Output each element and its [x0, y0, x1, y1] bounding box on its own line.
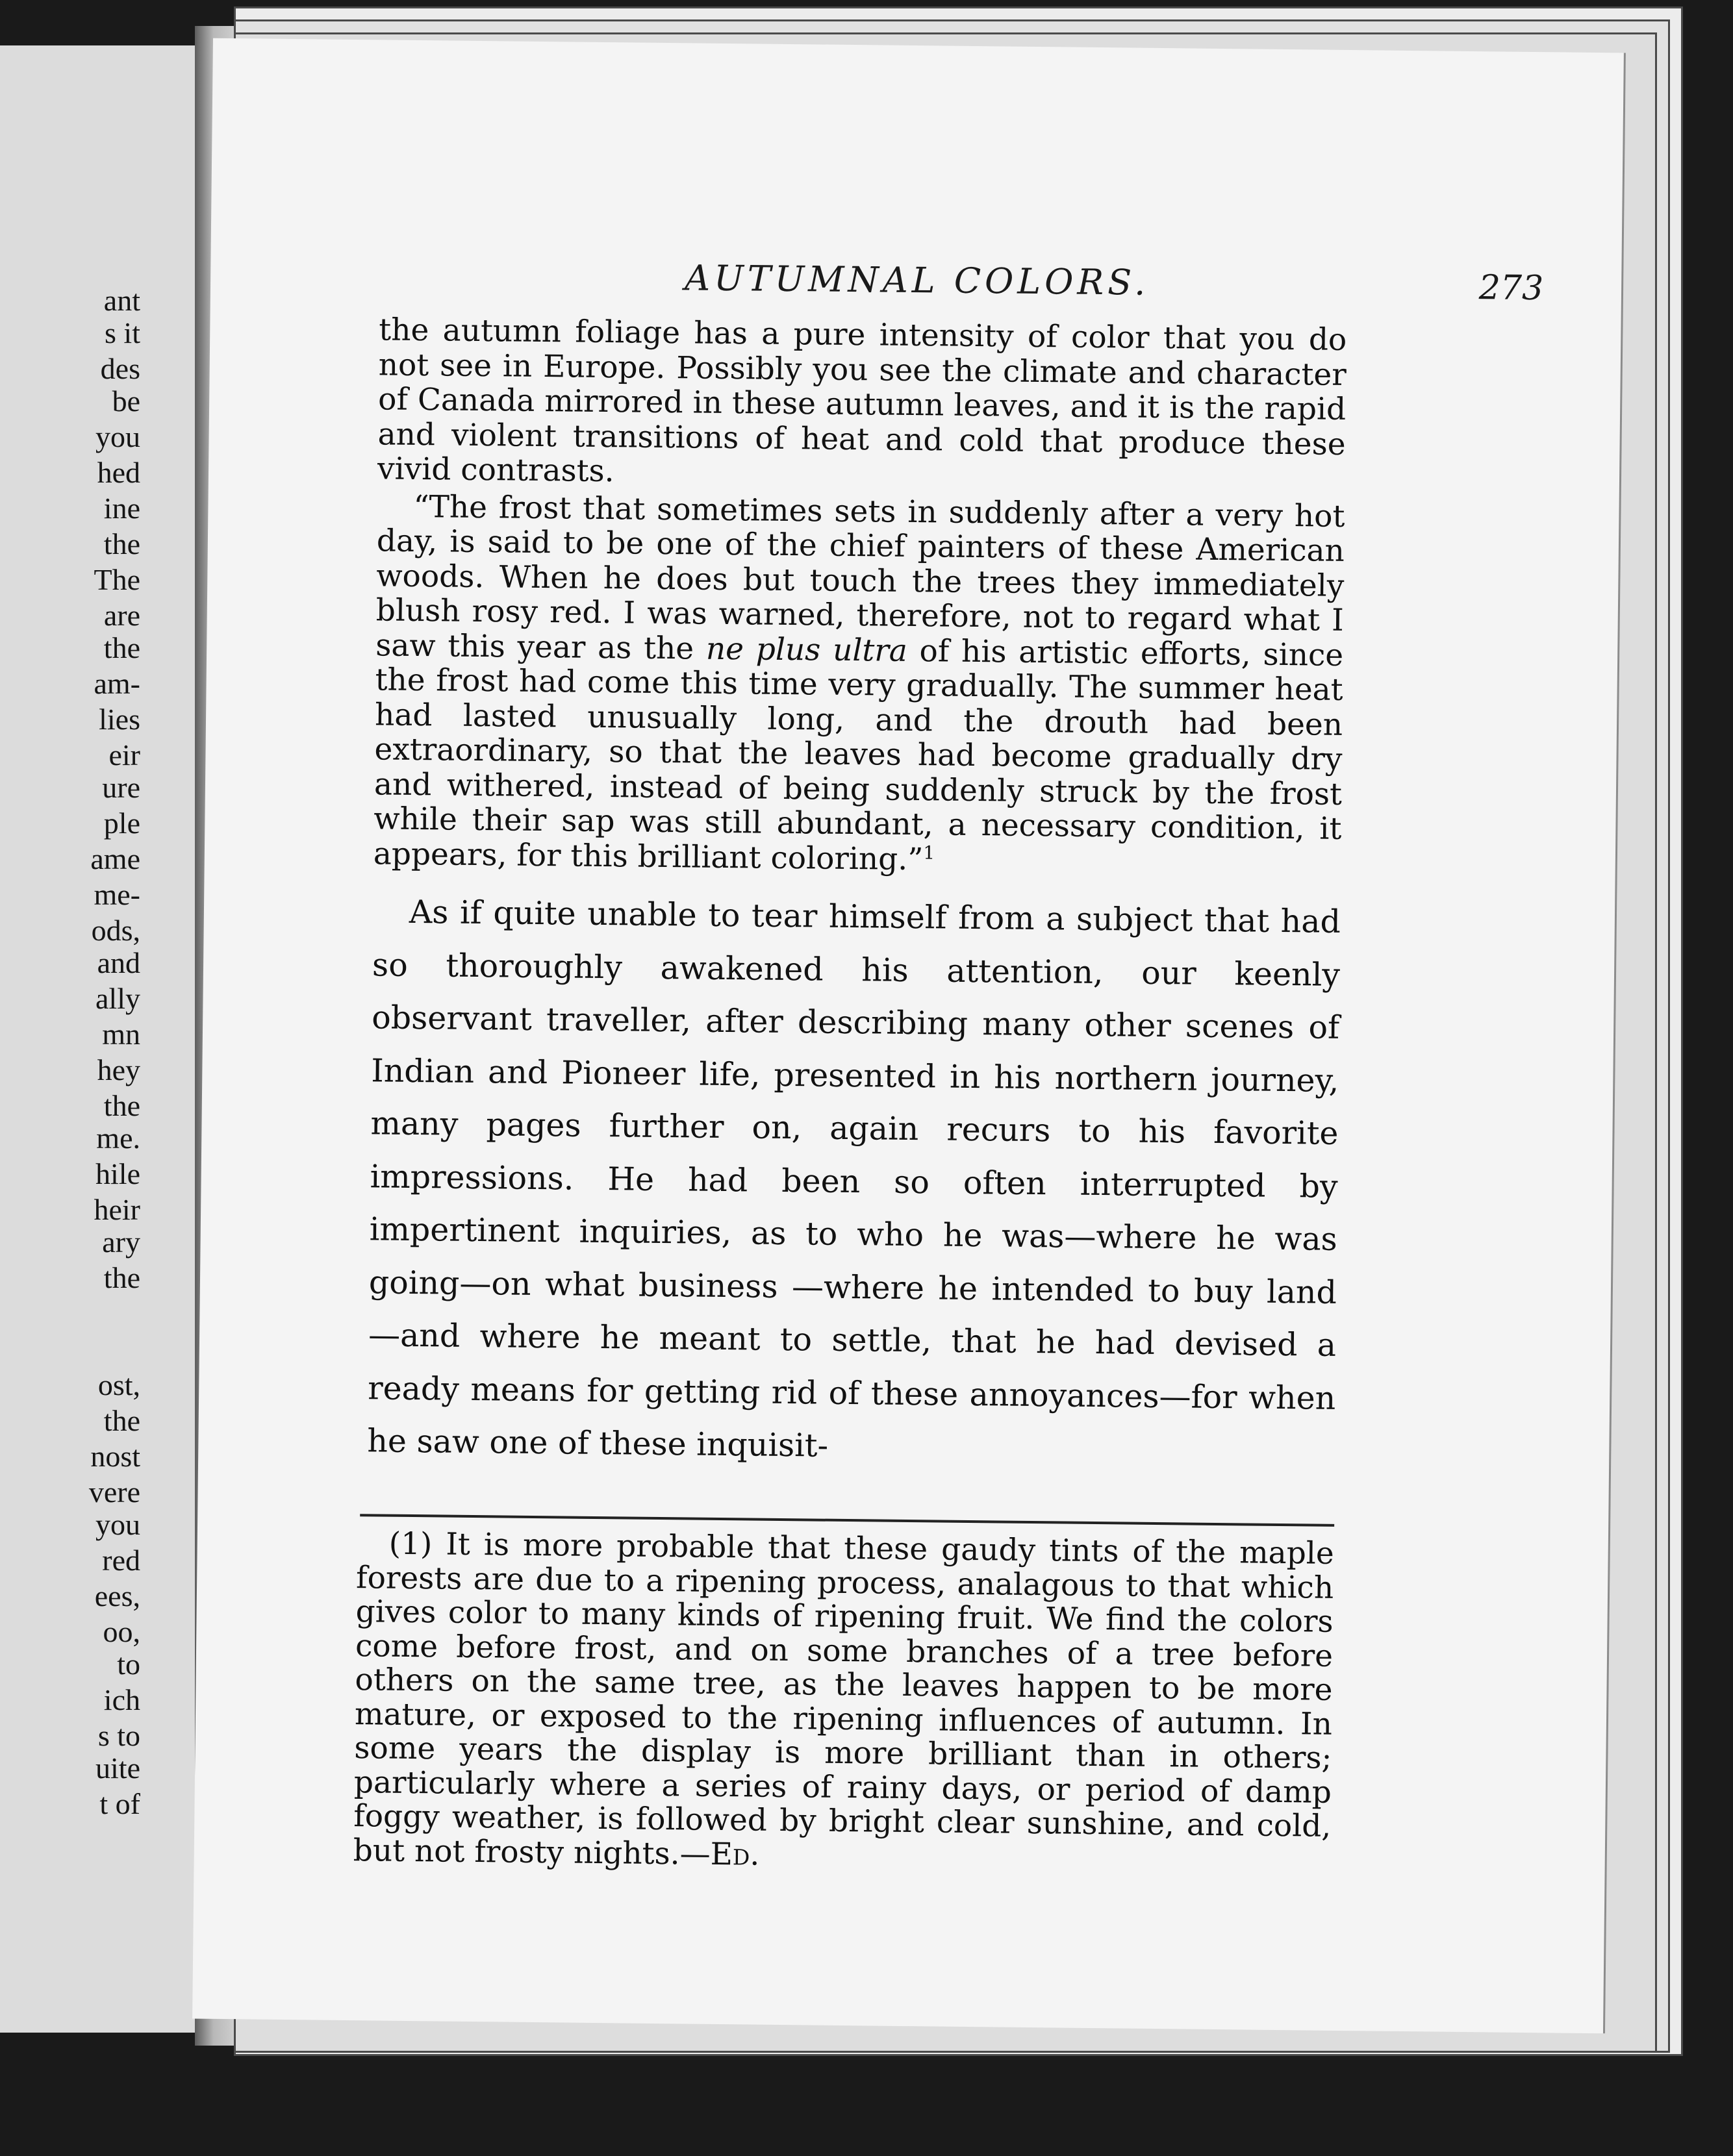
footnote-reference: 1	[923, 842, 935, 864]
left-page-fragment: vere	[88, 1475, 140, 1509]
editor-signature: Ed.	[710, 1836, 760, 1873]
left-page-fragment: and	[97, 946, 140, 979]
left-page-fragment: the	[103, 1404, 140, 1437]
left-page-fragment: mn	[102, 1018, 140, 1051]
footnote-text: (1) It is more probable that these gaudy tints of the maple forests are due to a ripening process, analagous to that which gives color to many kinds of ripening fruit. We find the colors come before frost, and on some branches of a tree before others on the same tree, as the leaves happen to be more mature, or exposed to the ripening influences of autumn. In some years the display is more brilliant than in others; particularly where a series of rainy days, or period of damp foggy weather, is followed by bright clear sunshine, and cold, but not frosty nights.—	[353, 1525, 1334, 1872]
left-page-fragment: ure	[102, 771, 140, 804]
left-page-fragment: the	[103, 1089, 140, 1122]
left-page-fragment: to	[117, 1648, 140, 1681]
paragraph: As if quite unable to tear himself from a subject that had so thoroughly awakened his attention, our keenly observant traveller, after describing many other scenes of Indian and Pioneer life, presented in his northern journey, many pages further on, again recurs to his favorite impressions. He had been so often interrupted by impertinent inquiries, as to who he was—where he was going—on what business —where he intended to buy land—and where he meant to settle, that he had devised a ready means for getting rid of these annoyances—for when he saw one of these inquisit-	[367, 893, 1341, 1464]
left-page-fragment: the	[103, 631, 140, 664]
left-page-fragment: ich	[103, 1683, 140, 1716]
left-facing-page	[0, 45, 199, 2033]
left-page-fragment: ine	[103, 492, 140, 525]
left-page-fragment: nost	[90, 1440, 140, 1473]
quoted-paragraph	[373, 489, 1345, 881]
left-page-fragment: des	[100, 352, 140, 385]
left-page-fragment: uite	[95, 1751, 140, 1785]
left-page-fragment: you	[95, 1508, 140, 1541]
body-text	[367, 312, 1347, 1477]
left-page-fragment: you	[95, 420, 140, 453]
quote-text: “The frost that sometimes sets in suddenly after a very hot day, is said to be one of the chief painters of these American woods. When he does but touch the trees they immediately blush rosy red. I was warned, therefore, not to regard what I saw this year as the	[375, 488, 1345, 666]
book-page	[192, 38, 1626, 2034]
left-page-fragment: ees,	[94, 1579, 140, 1612]
left-page-fragment: red	[102, 1544, 140, 1577]
footnote-rule	[360, 1514, 1334, 1527]
left-page-fragment: s it	[105, 316, 140, 349]
left-page-fragment: t of	[99, 1787, 140, 1820]
left-page-fragment: s to	[97, 1719, 140, 1752]
left-page-fragment: ally	[95, 982, 140, 1015]
footnote-paragraph	[353, 1527, 1334, 1878]
left-page-fragment: me.	[96, 1122, 140, 1155]
footnote	[353, 1527, 1334, 1878]
left-page-fragment: ary	[102, 1225, 140, 1259]
quote-text-continued: of his artistic efforts, since the frost had come this time very gradually. The summer heat had lasted unusually long, and the drouth had been extraordinary, so that the leaves had become gradually dry and withered, instead of being suddenly struck by the frost while their sap was still abundant, a necessary condition, it appears, for this brilliant coloring.”	[373, 633, 1344, 877]
left-page-fragment: am-	[94, 667, 140, 700]
left-page-fragment: lies	[99, 703, 140, 736]
large-type-block	[367, 885, 1341, 1477]
left-page-fragment: ost,	[97, 1368, 140, 1401]
page-number: 273	[1478, 268, 1544, 308]
left-page-fragment: heir	[94, 1193, 140, 1226]
paragraph-continued: the autumn foliage has a pure intensity of color that you do not see in Europe. Possibly you see the climate and character of Canada mirrored in these autumn leaves, and it is the rapid and violent transitions of heat and cold that produce these vivid contrasts.	[377, 312, 1347, 490]
left-page-fragment: are	[103, 599, 140, 632]
left-page-fragment: hed	[97, 456, 140, 489]
left-page-fragment: me-	[94, 878, 140, 911]
left-page-fragment: ods,	[91, 914, 140, 947]
left-page-fragment: ame	[90, 842, 140, 875]
running-head-title: AUTUMNAL COLORS.	[684, 257, 1150, 303]
left-page-fragment: hile	[95, 1157, 140, 1190]
left-page-fragment: eir	[108, 738, 140, 771]
left-page-fragment: the	[103, 527, 140, 560]
left-page-fragment: hey	[97, 1053, 140, 1086]
left-page-fragment: ant	[103, 284, 140, 317]
small-type-block	[373, 312, 1347, 881]
italic-phrase: ne plus ultra	[705, 631, 908, 669]
left-page-fragment: the	[103, 1261, 140, 1294]
left-page-fragment: be	[112, 384, 140, 418]
left-page-fragment: The	[94, 563, 140, 596]
running-head	[574, 257, 1562, 312]
left-page-fragment: oo,	[103, 1615, 140, 1648]
left-page-fragment: ple	[103, 807, 140, 840]
